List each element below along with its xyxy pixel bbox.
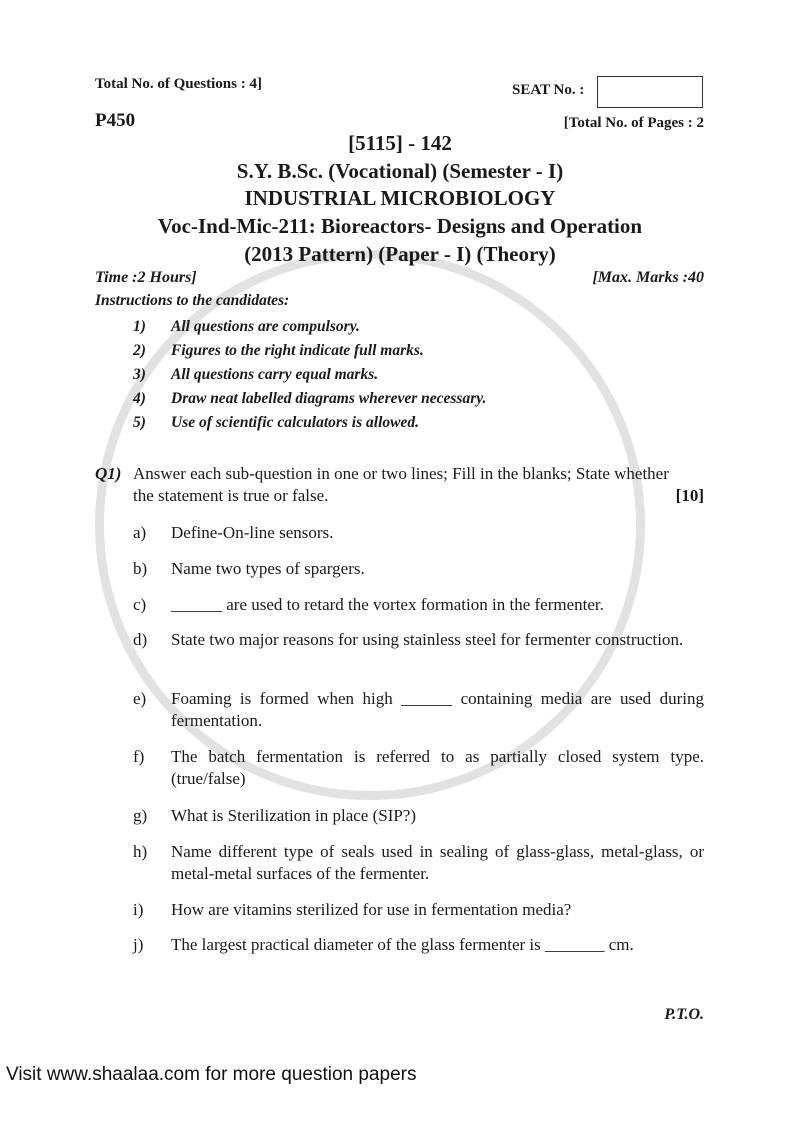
sub-question-text: ______ are used to retard the vortex formation in the fermenter. [171,595,604,614]
seat-no-box [597,76,703,108]
seat-no-label: SEAT No. : [512,82,585,98]
exam-code: [5115] - 142 [348,131,452,155]
sub-question-label: i) [133,900,144,919]
max-marks: [Max. Marks :40 [592,269,704,286]
sub-question-label: f) [133,747,145,766]
question-text-line2: the statement is true or false. [133,486,329,505]
sub-question-text: Name different type of seals used in sealing of glass-glass, metal-glass, or metal-metal surfaces of the fermenter. [171,842,704,883]
paper-code: P450 [95,110,136,131]
instruction-num: 5) [133,414,146,431]
footer-link[interactable]: Visit www.shaalaa.com for more question papers [6,1064,417,1085]
question-text-line1: Answer each sub-question in one or two lines; Fill in the blanks; State whether [133,464,669,483]
instruction-num: 4) [133,390,146,407]
sub-question-text: How are vitamins sterilized for use in fermentation media? [171,900,572,919]
sub-question-label: g) [133,806,148,825]
sub-question-label: e) [133,689,147,708]
instruction-num: 1) [133,318,146,335]
pattern-title: (2013 Pattern) (Paper - I) (Theory) [244,242,556,266]
sub-question-text: The largest practical diameter of the glass fermenter is _______ cm. [171,935,634,954]
sub-question-label: c) [133,595,147,614]
subject-title: INDUSTRIAL MICROBIOLOGY [244,186,556,210]
sub-question-label: j) [133,935,144,954]
sub-question-text: What is Sterilization in place (SIP?) [171,806,417,825]
sub-question-label: b) [133,559,148,578]
instruction-text: Use of scientific calculators is allowed. [171,414,419,431]
pto-label: P.T.O. [664,1006,704,1023]
instruction-num: 2) [133,342,146,359]
instruction-text: All questions are compulsory. [171,318,360,335]
paper-title: Voc-Ind-Mic-211: Bioreactors- Designs and Operation [157,214,643,238]
sub-question-label: d) [133,630,148,649]
instruction-text: Draw neat labelled diagrams wherever necessary. [171,390,487,407]
sub-question-text: The batch fermentation is referred to as partially closed system type. (true/false) [171,747,704,788]
sub-question-label: a) [133,523,147,542]
total-pages: [Total No. of Pages : 2 [563,115,704,131]
instructions-heading: Instructions to the candidates: [95,292,290,309]
total-questions: Total No. of Questions : 4] [95,76,262,92]
sub-question-text: Name two types of spargers. [171,559,365,578]
question-marks: [10] [675,486,704,505]
question-label: Q1) [95,464,122,483]
instruction-text: Figures to the right indicate full marks. [171,342,424,359]
sub-question-text: Define-On-line sensors. [171,523,334,542]
instruction-text: All questions carry equal marks. [171,366,379,383]
instruction-num: 3) [133,366,146,383]
course-title: S.Y. B.Sc. (Vocational) (Semester - I) [236,159,564,183]
sub-question-label: h) [133,842,148,861]
sub-question-text: State two major reasons for using stainless steel for fermenter construction. [171,630,684,649]
sub-question-text: Foaming is formed when high ______ containing media are used during fermentation. [171,689,704,730]
time-label: Time :2 Hours] [95,269,197,286]
